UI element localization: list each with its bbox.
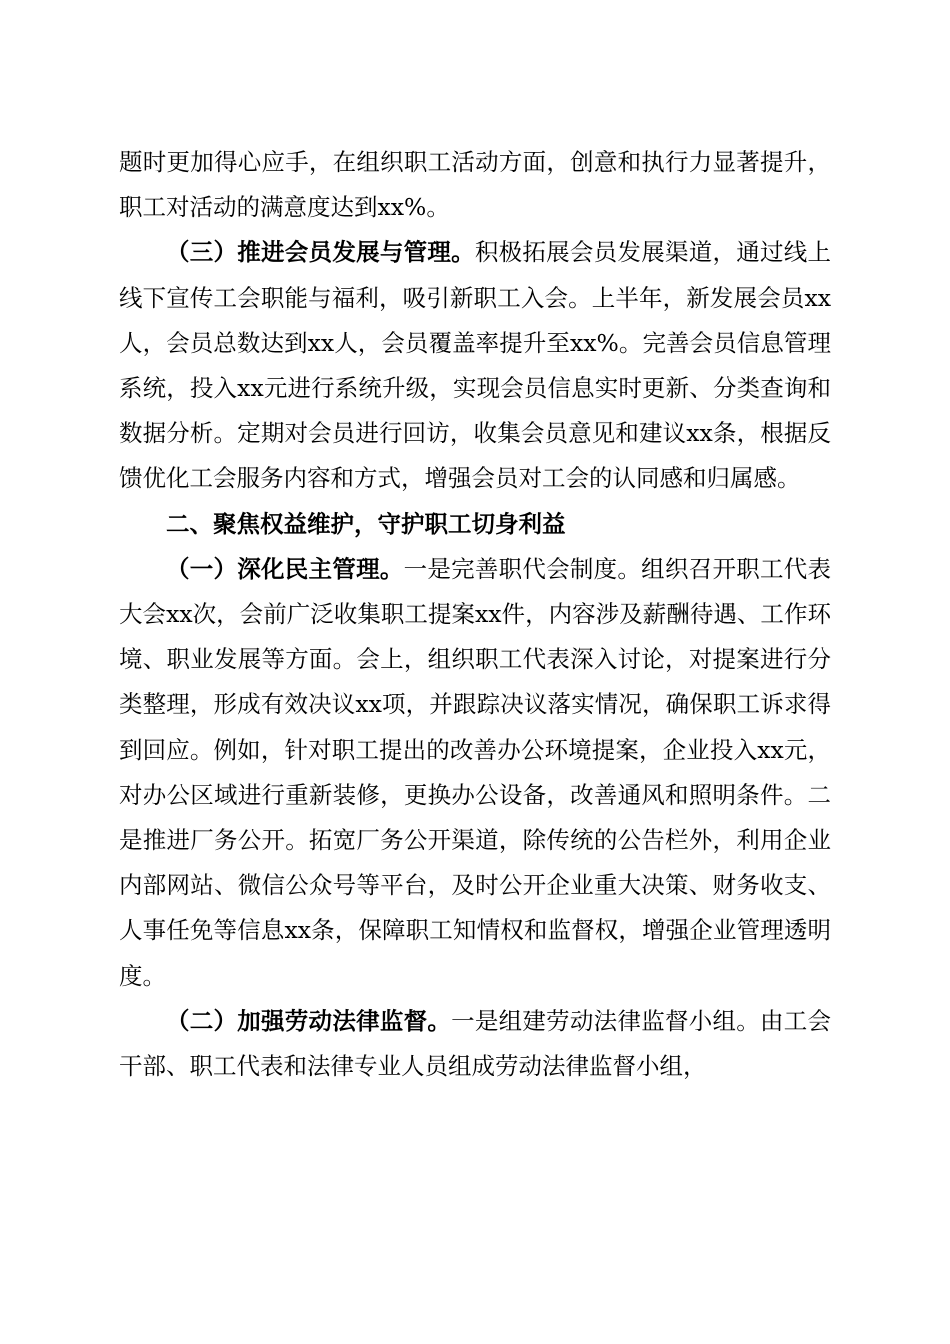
- paragraph-continuation: [119, 140, 831, 230]
- paragraph-text: 一是组建劳动法律监督小组。由工会干部、职工代表和法律专业人员组成劳动法律监督小组，: [119, 1006, 832, 1081]
- document-body: [119, 140, 831, 1089]
- paragraph-lead: （三）推进会员发展与管理。: [166, 238, 475, 267]
- paragraph-lead: （二）加强劳动法律监督。: [166, 1006, 452, 1035]
- paragraph-democratic-management: [119, 547, 831, 999]
- paragraph-text: 积极拓展会员发展渠道，通过线上线下宣传工会职能与福利，吸引新职工入会。上半年，新发展会员xx人，会员总数达到xx人，会员覆盖率提升至xx%。完善会员信息管理系统，投入xx元进行系统升级，实现会员信息实时更新、分类查询和数据分析。定期对会员进行回访，收集会员意见和建议xx条，根据反馈优化工会服务内容和方式，增强会员对工会的认同感和归属感。: [119, 238, 832, 493]
- paragraph-labor-law-supervision: [119, 999, 831, 1089]
- paragraph-lead: （一）深化民主管理。: [166, 554, 404, 583]
- paragraph-member-development: [119, 230, 831, 501]
- paragraph-text: 一是完善职代会制度。组织召开职工代表大会xx次，会前广泛收集职工提案xx件，内容涉及薪酬待遇、工作环境、职业发展等方面。会上，组织职工代表深入讨论，对提案进行分类整理，形成有效决议xx项，并跟踪决议落实情况，确保职工诉求得到回应。例如，针对职工提出的改善办公环境提案，企业投入xx元，对办公区域进行重新装修，更换办公设备，改善通风和照明条件。二是推进厂务公开。拓宽厂务公开渠道，除传统的公告栏外，利用企业内部网站、微信公众号等平台，及时公开企业重大决策、财务收支、人事任免等信息xx条，保障职工知情权和监督权，增强企业管理透明度。: [119, 554, 832, 990]
- paragraph-text: 题时更加得心应手，在组织职工活动方面，创意和执行力显著提升，职工对活动的满意度达到xx%。: [119, 148, 831, 222]
- section-heading: 二、聚焦权益维护，守护职工切身利益: [166, 509, 566, 538]
